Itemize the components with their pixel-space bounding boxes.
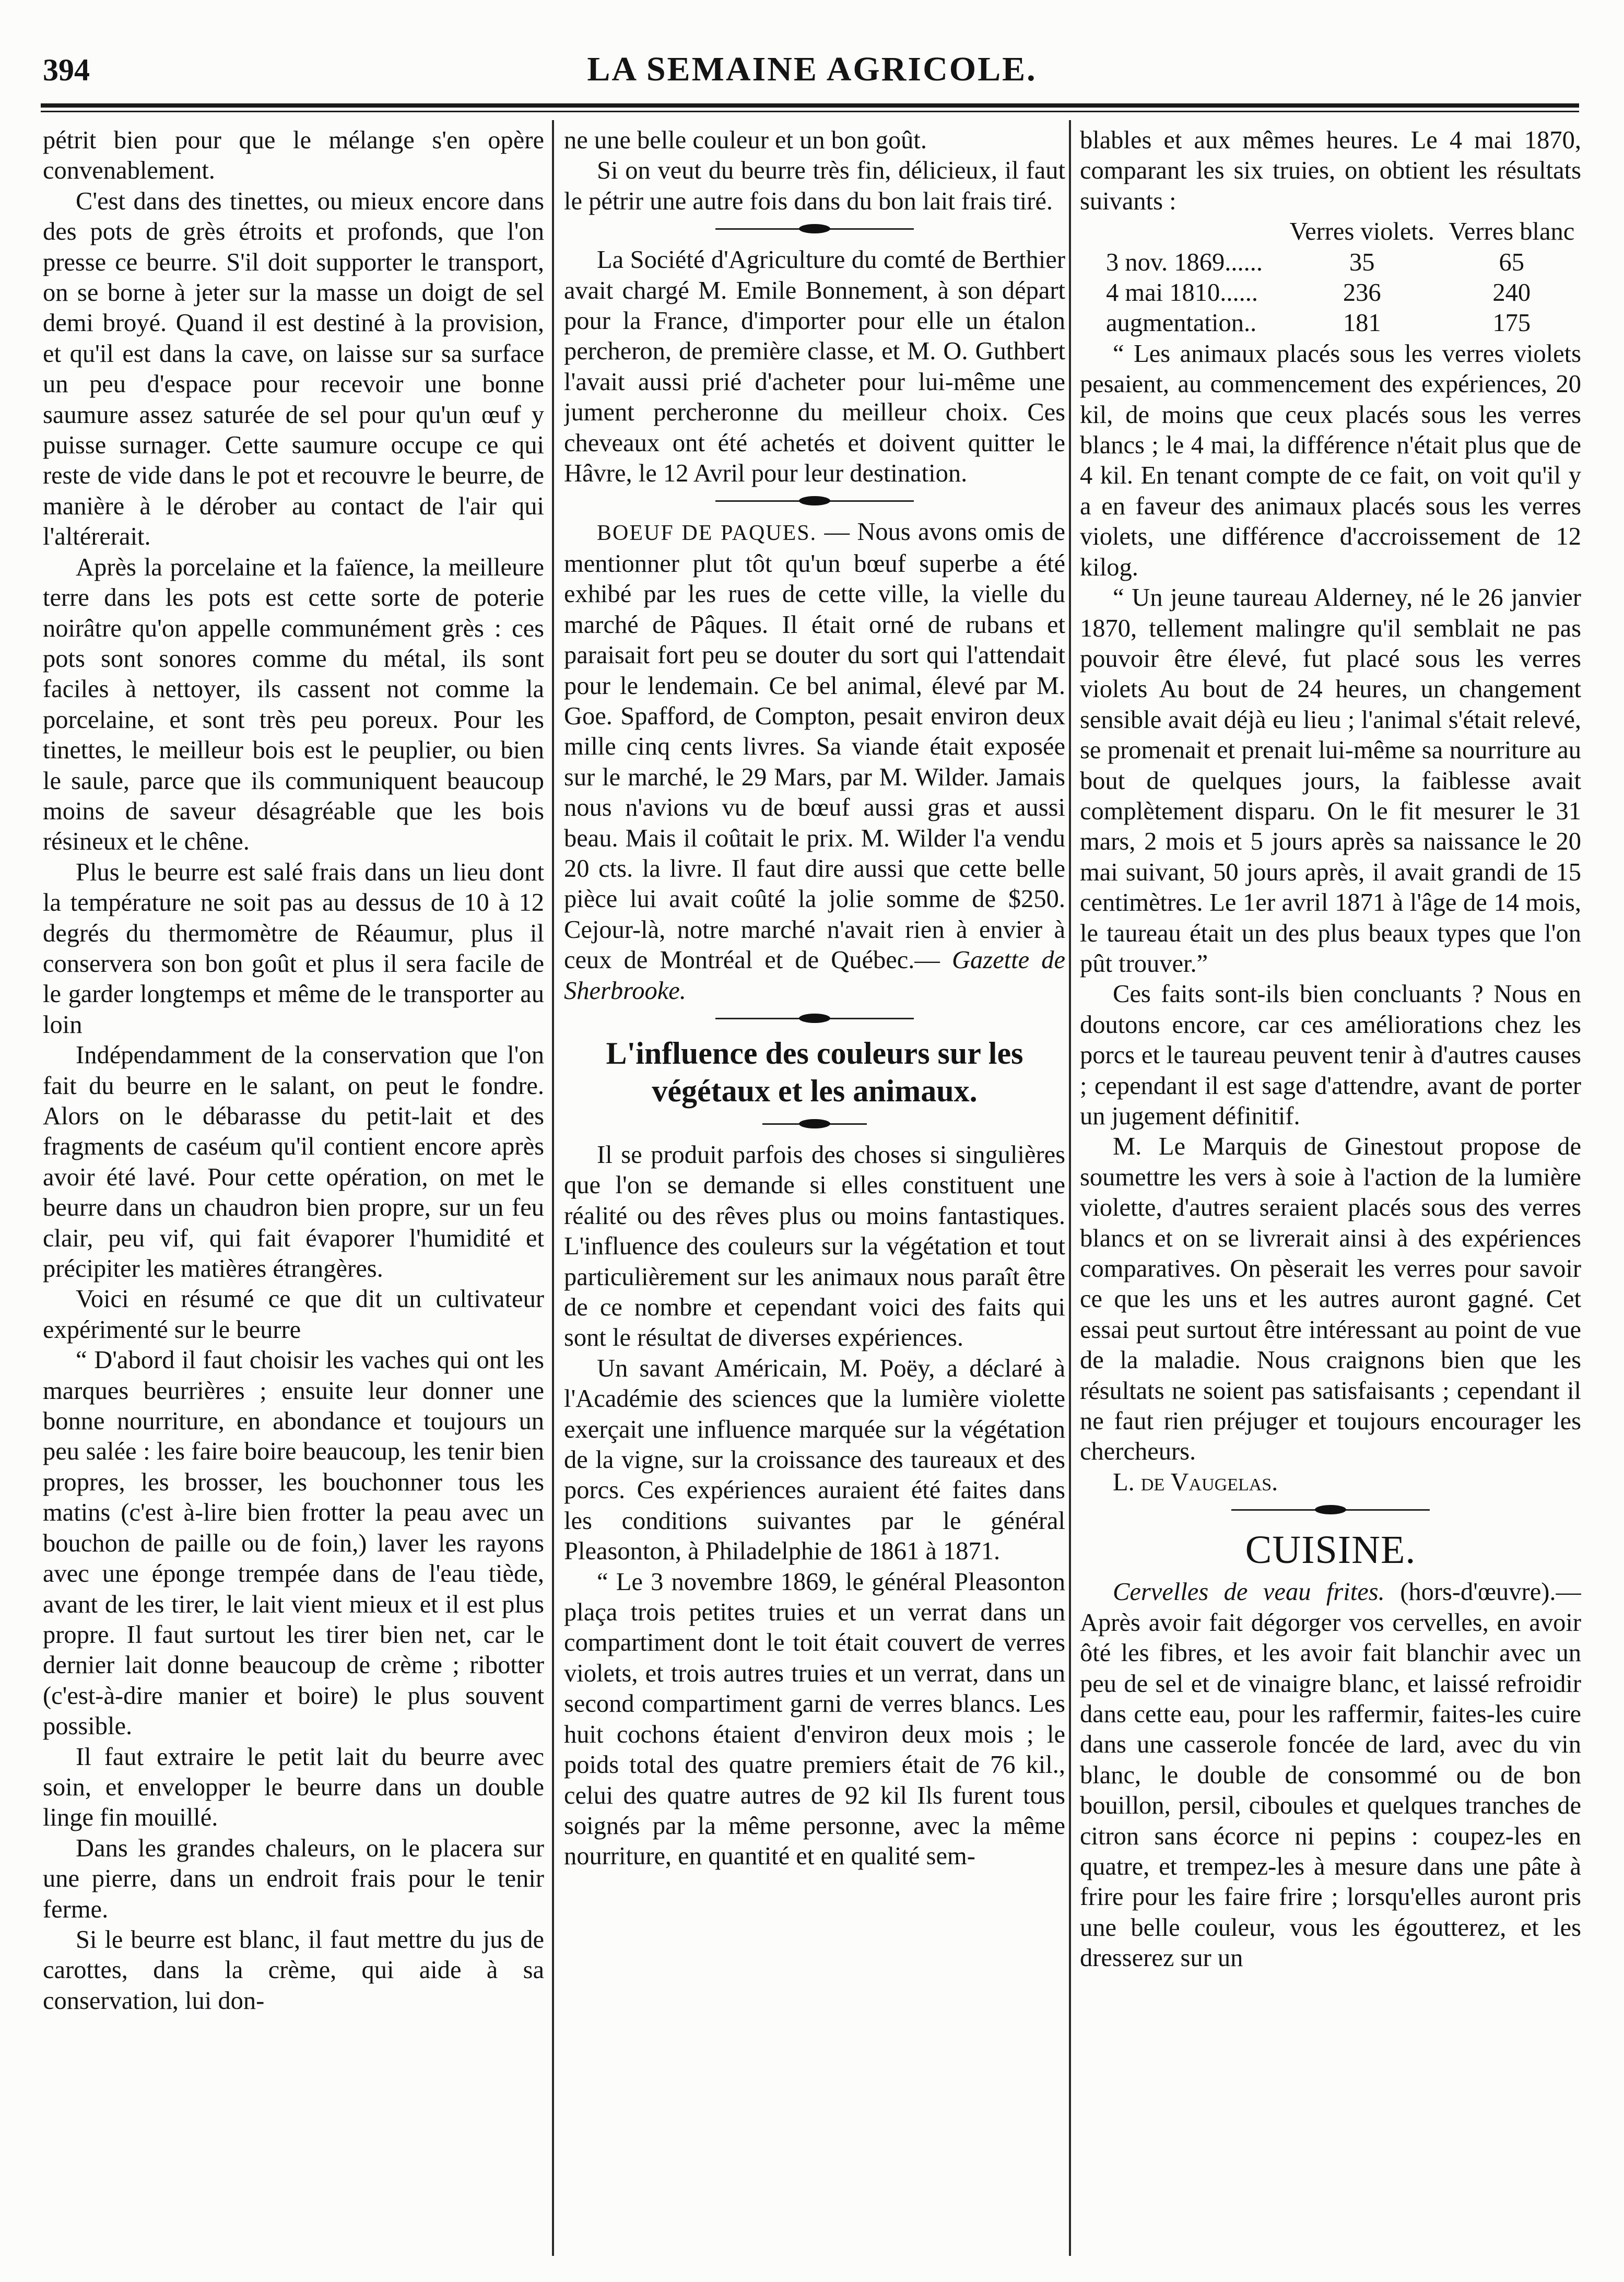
running-head-title: LA SEMAINE AGRICOLE. [587,50,1037,88]
results-table [1080,217,1581,339]
section-separator [715,495,914,507]
paragraph: Il se produit parfois des choses si singulières que l'on se demande si elles constituent une réalité ou des rêves plus ou moins fantastiques. L'influence des couleurs sur la végétation et tout particulièrement sur les animaux nous paraît être de ce nombre et cependant voici des faits qui sont le résultat de diverses expériences. [564,1140,1065,1352]
paragraph: Si on veut du beurre très fin, délicieux, il faut le pétrir une autre fois dans du bon lait frais tiré. [564,157,1065,215]
recipe-paragraph [1080,1577,1581,1973]
paragraph: blables et aux mêmes heures. Le 4 mai 1870, comparant les six truies, on obtient les résultats suivants : [1080,126,1581,215]
page-number: 394 [43,53,90,87]
column-rule-left [552,120,554,2256]
table-row-label: augmentation.. [1106,309,1257,337]
column-1 [43,125,544,2261]
paragraph: Si le beurre est blanc, il faut mettre du jus de carottes, dans la crème, qui aide à sa conservation, lui don- [43,1925,544,2015]
paragraph: “ Le 3 novembre 1869, le général Pleasonton plaça trois petites truies et un verrat dans un compartiment dont le toit était couvert de verres violets, et trois autres truies et un verrat, dans un second compartiment garni de verres blancs. Les huit cochons étaient d'environ deux mois ; le poids total des quatre premiers était de 76 kil., celui des quatre autres de 92 kil Ils furent tous soignés par la même personne, avec la même nourriture, en quantité et en qualité sem- [564,1568,1065,1871]
table-cell: 35 [1349,248,1375,276]
paragraph: Dans les grandes chaleurs, on le placera sur une pierre, dans un endroit frais pour le tenir ferme. [43,1834,544,1923]
paragraph-boeuf-de-paques [564,517,1065,1006]
table-cell: 175 [1492,309,1531,337]
table-cell: 240 [1492,279,1531,307]
table-cell: 236 [1343,279,1381,307]
paragraph: pétrit bien pour que le mélange s'en opère convenablement. [43,126,544,185]
table-row [1080,278,1581,308]
paragraph: “ D'abord il faut choisir les vaches qui ont les marques beurrières ; ensuite leur donner une bonne nourriture, en abondance et toujours un peu salée : les faire boire beaucoup, les tenir bien propres, les brosser, les bouchonner tous les matins (c'est à-lire bien frotter la peau avec un bouchon de paille ou de foin,) laver les rayons avec une éponge trempée dans de l'eau tiède, avant de les tirer, le lait vient mieux et il est plus propre. Il faut surtout les tirer bien net, car le dernier lait donne beaucoup de crème ; ribotter (c'est-à-dire manier et boire) le plus souvent possible. [43,1346,544,1740]
article-heading: L'influence des couleurs sur les végétaux et les animaux. [606,1036,1023,1108]
cuisine-heading: CUISINE. [1245,1528,1416,1572]
recipe-body: (hors-d'œuvre).—Après avoir fait dégorger vos cervelles, en avoir ôté les fibres, et les avoir fait blanchir avec un peu de sel et de vinaigre blanc, et laissé refroidir dans cette eau, pour les raffermir, faites-les cuire dans une casserole foncée de lard, avec du vin blanc, le double de consommé ou de bon bouillon, persil, ciboules et quelques tranches de citron sans écorce ni pepins : coupez-les en quatre, et trempez-les à mesure dans une pâte à frire pour les faire frire ; lorsqu'elles auront pris une belle couleur, vous les égoutterez, et les dresserez sur un [1080,1578,1581,1972]
column-3 [1080,125,1581,2261]
table-header-blank [1080,217,1282,247]
section-separator [715,223,914,234]
paragraph: Il faut extraire le petit lait du beurre avec soin, et envelopper le beurre dans un double linge fin mouillé. [43,1743,544,1832]
recipe-title: Cervelles de veau frites. [1113,1578,1385,1606]
section-separator [715,1013,914,1024]
paragraph: “ Un jeune taureau Alderney, né le 26 janvier 1870, tellement malingre qu'il semblait ne pas pouvoir être élevé, fut placé sous les verres violets Au bout de 24 heures, un changement sensible avait déjà eu lieu ; l'animal s'était relevé, se promenait et prenait lui-même sa nourriture au bout de quelques jours, la faiblesse avait complètement disparu. On le fit mesurer le 31 mars, 2 mois et 5 jours après sa naissance le 20 mai suivant, 50 jours après, il avait grandi de 15 centimètres. Le 1er avril 1871 à l'âge de 14 mois, le taureau était un des plus beaux types que l'on pût trouver.” [1080,584,1581,978]
article-body: — Nous avons omis de mentionner plut tôt qu'un bœuf superbe a été exhibé par les rues de cette ville, la vielle du marché de Pâques. Il était orné de rubans et paraisait fort peu se douter du sort qui l'attendait pour le lendemain. Ce bel animal, élevé par M. Goe. Spafford, de Compton, pesait environ deux mille cinq cents livres. Sa viande était exposée sur le marché, le 29 Mars, par M. Wilder. Jamais nous n'avions vu de bœuf aussi gras et aussi beau. Mais il coûtait le prix. M. Wilder l'a vendu 20 cts. la livre. Il faut dire aussi que cette belle pièce lui avait coûté la jolie somme de $250. Cejour-là, notre marché n'avait rien à envier à ceux de Montréal et de Québec.— [564,518,1065,974]
column-rule-right [1069,120,1071,2256]
column-2 [564,125,1065,2261]
table-header-row [1080,217,1581,247]
article-lead: BOEUF DE PAQUES. [597,521,817,546]
table-header-violet: Verres violets. [1289,218,1434,246]
table-header-blanc: Verres blanc [1449,218,1575,246]
paragraph: C'est dans des tinettes, ou mieux encore dans des pots de grès étroits et profonds, que l'on presse ce beurre. S'il doit supporter le transport, on se borne à jeter sur la masse un doigt de sel demi broyé. Quand il est destiné à la provision, et qu'il est dans la cave, on laisse sur sa surface un peu d'espace pour recevoir une bonne saumure assez saturée de sel pour qu'un œuf y puisse surnager. Cette saumure occupe ce qui reste de vide dans le pot et recouvre le beurre, de manière à le dérober au contact de l'air qui l'altérerait. [43,187,544,551]
table-cell: 65 [1499,248,1525,276]
paragraph: Après la porcelaine et la faïence, la meilleure terre dans les pots est cette sorte de poterie noirâtre qu'on appelle communément grès : ces pots sont sonores comme du métal, ils sont faciles à nettoyer, ils cassent not comme la porcelaine, et sont très peu poreux. Pour les tinettes, le meilleur bois est le peuplier, ou bien le saule, parce que ils communiquent beaucoup moins de saveur désagréable que les bois résineux et le chêne. [43,553,544,856]
section-separator [1231,1504,1430,1515]
paragraph: La Société d'Agriculture du comté de Berthier avait chargé M. Emile Bonnement, à son départ pour la France, d'importer pour elle un étalon percheron, de première classe, et M. O. Guthbert l'avait aussi prié d'acheter pour lui-même une jument percheronne du meilleur choix. Ces cheveaux ont été achetés et doivent quitter le Hâvre, le 12 Avril pour leur destination. [564,246,1065,488]
table-row [1080,308,1581,338]
article-source: Gazette de Sherbrooke. [564,946,1065,1005]
paragraph: “ Les animaux placés sous les verres violets pesaient, au commencement des expériences, 20 kil, de moins que ceux placés sous les verres blancs ; le 4 mai, la différence n'était plus que de 4 kil. En tenant compte de ce fait, on voit qu'il y a en faveur des animaux placés sous les verres violets, une différence d'accroissement de 12 kilog. [1080,339,1581,581]
header-rule-thin [41,111,1579,112]
table-cell: 181 [1343,309,1381,337]
paragraph: Ces faits sont-ils bien concluants ? Nous en doutons encore, car ces améliorations chez les porcs et le taureau peuvent tenir à d'autres causes ; cependant il est sage d'attendre, avant de porter un jugement définitif. [1080,980,1581,1130]
paragraph: Un savant Américain, M. Poëy, a déclaré à l'Académie des sciences que la lumière violette exerçait une influence marquée sur la végétation de la vigne, sur la croissance des taureaux et des porcs. Ces expériences auraient été faites dans les conditions suivantes par le général Pleasonton, à Philadelphie de 1861 à 1871. [564,1354,1065,1566]
paragraph: Indépendamment de la conservation que l'on fait du beurre en le salant, on peut le fondre. Alors on le débarasse du petit-lait et des fragments de caséum qu'il contient encore après avoir été lavé. Pour cette opération, on met le beurre dans un chaudron bien propre, sur un feu clair, peu vif, qui fait évaporer l'humidité et précipiter les matières étrangères. [43,1041,544,1283]
author-signature: L. de Vaugelas. [1113,1468,1278,1496]
table-row-label: 3 nov. 1869...... [1106,248,1263,276]
table-row-label: 4 mai 1810...... [1106,279,1258,307]
section-separator [762,1118,867,1130]
header-rule [41,103,1579,108]
table-row [1080,248,1581,278]
paragraph: M. Le Marquis de Ginestout propose de soumettre les vers à soie à l'action de la lumière violette, d'autres seraient placés sous des verres blancs et on se livrerait ainsi à des expériences comparatives. On pèserait les verres pour savoir ce que les uns et les autres auront gagné. Cet essai peut surtout être intéressant au point de vue de la maladie. Nous craignons bien que les résultats ne soient pas satisfaisants ; cependant il ne faut rien préjuger et toujours encourager les chercheurs. [1080,1133,1581,1466]
paragraph: Plus le beurre est salé frais dans un lieu dont la température ne soit pas au dessus de 10 à 12 degrés du thermomètre de Réaumur, plus il conservera son bon goût et plus il sera facile de le garder longtemps et même de le transporter au loin [43,858,544,1039]
paragraph: Voici en résumé ce que dit un cultivateur expérimenté sur le beurre [43,1285,544,1344]
paragraph: ne une belle couleur et un bon goût. [564,126,927,154]
